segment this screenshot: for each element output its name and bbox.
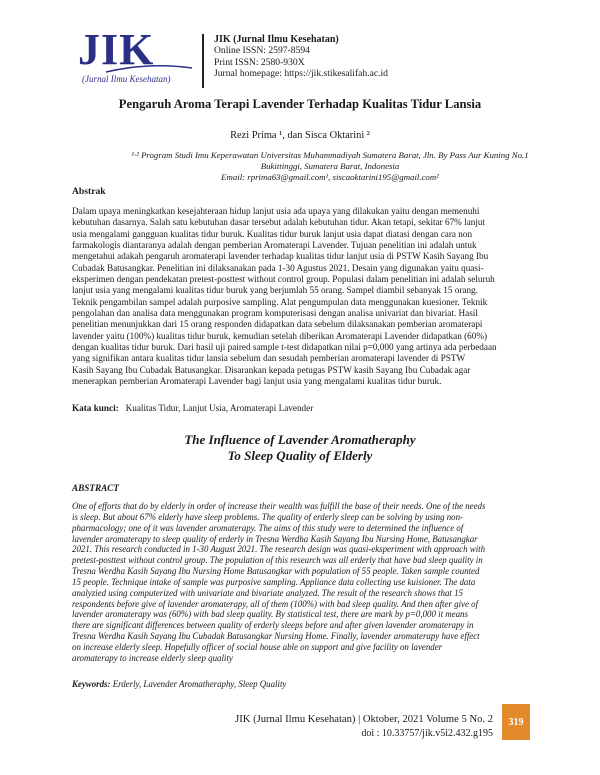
journal-title: JIK (Jurnal Ilmu Kesehatan) (214, 34, 339, 45)
abstrak-line: Teknik pengambilan sampel adalah purposive sampling. Alat pengumpulan data menggunakan kuesioner. Teknik (72, 296, 488, 307)
page-footer (235, 713, 493, 741)
abstract-line: lavender aromaterapy to sleep quality of erderly in Tresna Werdha Kasih Sayang Ibu Nursing Home, Batusangkar (72, 533, 478, 544)
journal-homepage[interactable]: Jurnal homepage: https://jik.stikesalifah.ac.id (214, 68, 388, 80)
keywords (72, 679, 286, 689)
page-number-badge (502, 704, 530, 740)
abstrak-body (72, 206, 528, 388)
abstrak-line: Kasih Sayang Ibu Cubadak Batusangkar. Disarankan kepada petugas PSTW kasih Sayang Ibu Cubadak agar (72, 364, 471, 375)
journal-header (74, 25, 534, 90)
abstrak-line: lavender yaitu (100%) kualitas tidur buruk, kemudian setelah diberikan Aromaterapi Lavender didapatkan (60%) (72, 330, 488, 341)
abstrak-line: penelitian menunjukkan dari 15 orang responden didapatkan data sebelum dilaksanakan pemberian aromaterapi (72, 319, 483, 330)
abstract-line: Tresna Werdha Kasih Sayang Ibu Cubadak Batusangkar Nursing Home. Finally, lavender aromaterapy have effect (72, 631, 480, 642)
kata-kunci-value: Kualitas Tidur, Lanjut Usia, Aromaterapi Lavender (125, 403, 314, 413)
english-title (0, 432, 600, 464)
abstract-line: lavender aromaterapy was (60%) with bad sleep quality. By statistical test, there are mark by p=0,000 it means (72, 609, 468, 620)
abstrak-line: eksperimen dengan pendekatan pretest-posttest without control group. Populasi dalam penelitian ini adalah seluruh (72, 274, 495, 285)
abstract-body (72, 501, 530, 664)
abstrak-line: Dalam upaya meningkatkan kesejahteraan hidup lanjut usia ada upaya yang dilakukan yaitu dengan memenuhi (72, 206, 480, 216)
abstrak-line: yang signifikan antara kualitas tidur lansia sebelum dan sesudah pemberian aromaterapi lavender di PSTW (72, 353, 466, 364)
affiliation-line: Bukittinggi, Sumatera Barat, Indonesia (260, 161, 400, 171)
page-number: 319 (508, 716, 524, 728)
paper-title: Pengaruh Aroma Terapi Lavender Terhadap Kualitas Tidur Lansia (118, 97, 482, 111)
abstrak-line: pengolahan dan analisa data menggunakan program komputerisasi dengan analisa univariat dan bivariat. Hasil (72, 308, 478, 319)
abstrak-line: dengan kualitas tidur buruk. Dari hasil uji paired sample t-test didapatkan nilai p=0,000 yang artinya ada perbedaan (72, 342, 497, 353)
author-emails: Email: rprima63@gmail.com¹, siscaoktarini195@gmail.com² (221, 172, 439, 182)
journal-info (214, 34, 388, 80)
abstract-line: aromaterapy to increase elderly sleep quality (72, 652, 233, 663)
english-title-line: The Influence of Lavender Aromatheraphy (184, 432, 416, 447)
abstract-line: pharmacology; one of it was lavender aromaterapy. The aims of this study were to determined the influence of (72, 522, 464, 533)
footer-citation: JIK (Jurnal Ilmu Kesehatan) | Oktober, 2021 Volume 5 No. 2 (235, 714, 493, 725)
journal-logo (74, 25, 192, 90)
abstrak-line: menerapkan pemberian Aromaterapi Lavender bagi lanjut usia yang mengalami kualitas tidur buruk. (72, 376, 442, 387)
print-issn: Print ISSN: 2580-930X (214, 56, 305, 68)
footer-doi[interactable]: doi : 10.33757/jik.v5i2.432.g195 (361, 728, 493, 739)
keywords-label: Keywords: (72, 679, 111, 689)
abstrak-line: lanjut usia yang mengalami kualitas tidur buruk yang berjumlah 55 orang. Sampel diambil sebanyak 15 orang. (72, 285, 478, 296)
author-affiliation (120, 150, 540, 183)
kata-kunci (72, 403, 313, 413)
header-divider (202, 34, 204, 88)
abstract-line: 15 people. Technique intake of sample was purposive sampling. Appliance data collecting use kuisioner. The data (72, 576, 476, 587)
kata-kunci-label: Kata kunci: (72, 403, 119, 413)
online-issn: Online ISSN: 2597-8594 (214, 45, 310, 57)
abstrak-line: mengetahui adakah pengaruh aromaterapi lavender terhadap kualitas tidur lanjut usia di PSTW Kasih Sayang Ibu (72, 251, 489, 262)
abstract-line: analyzied using computerized with univariate and bivariate analyzed. The result of the research shows that 15 (72, 587, 463, 598)
english-title-line: To Sleep Quality of Elderly (227, 448, 373, 463)
abstrak-line: Cubadak Batusangkar. Penelitian ini dilaksanakan pada 1-30 Agustus 2021. Desain yang digunakan yaitu quasi- (72, 262, 484, 273)
affiliation-line: ¹·² Program Studi Imu Keperawatan Universitas Muhammadiyah Sumatera Barat, Jln. By Pass Aur Kuning No.1 (131, 150, 529, 160)
abstract-line: Tresna Werdha Kasih Sayang Ibu Nursing Home Batusangkar with population of 55 people. Taken sample counted (72, 566, 480, 577)
abstract-line: is sleep. But about 67% elderly have sleep problems. The quality of erderly sleep can be solving by using non- (72, 511, 463, 522)
abstract-line: there are significant differences between quality of erderly sleeps before and after given lavender aromaterapy in (72, 620, 474, 631)
abstract-line: One of efforts that do by elderly in order of increase their wealth was fulfill the base of their needs. One of the needs (72, 501, 486, 511)
abstrak-line: usia mengalami gangguan kualitas tidur buruk. Kualitas tidur buruk lanjut usia dapat diatasi dengan cara non (72, 228, 473, 239)
logo-mark: JIK (78, 25, 155, 74)
abstract-line: pretest-posttest without control group. The population of this research was all erderly that have bad sleep quality in (72, 555, 483, 566)
abstract-line: respondents before give of lavender aromaterapy, all of them (100%) with bad sleep quality. And then after give of (72, 598, 479, 609)
abstrak-heading: Abstrak (72, 186, 106, 197)
abstrak-line: farmakologis diantaranya adalah dengan pemberian Aromaterapi Lavender. Tujuan penelitian ini adalah untuk (72, 240, 477, 251)
abstract-line: 2021. This research conducted in 1-30 August 2021. The research design was quasi-eksperiment with approach with (72, 544, 486, 555)
logo-subtitle: (Jurnal Ilmu Kesehatan) (82, 74, 171, 84)
keywords-value: Erderly, Lavender Aromatheraphy, Sleep Quality (112, 679, 287, 689)
abstrak-line: kebutuhan dasarnya. Salah satu kebutuhan dasar tersebut adalah kebutuhan tidur. Akan tetapi, sekitar 67% lanjut (72, 217, 486, 228)
logo-swoosh-icon (104, 64, 194, 74)
paper-authors: Rezi Prima ¹, dan Sisca Oktarini ² (230, 130, 370, 141)
abstract-heading: ABSTRACT (72, 483, 119, 493)
abstract-line: on increase elderly sleep. Hopefully officer of social house able on support and give facility on lavender (72, 641, 443, 652)
